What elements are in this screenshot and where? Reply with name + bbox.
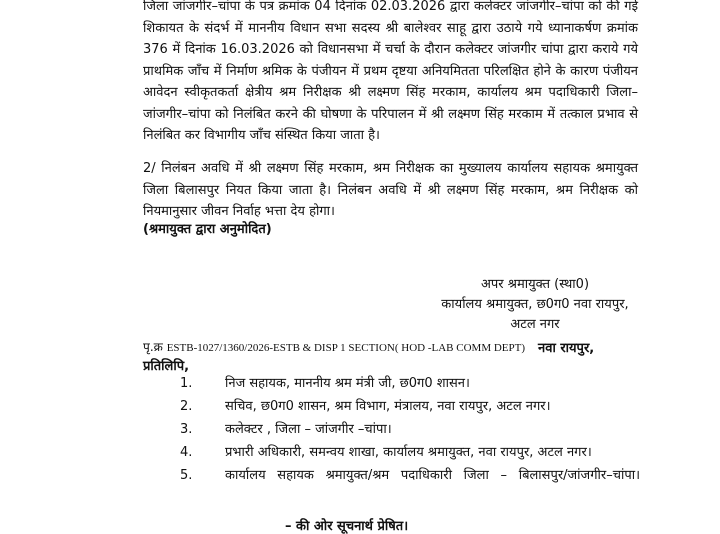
- list-item-number: 3.: [180, 422, 193, 437]
- list-item-text: सचिव, छ0ग0 शासन, श्रम विभाग, मंत्रालय, नवा रायपुर, अटल नगर।: [225, 399, 551, 414]
- list-item: [180, 397, 640, 417]
- reference-number: ESTB-1027/1360/2026-ESTB & DISP 1 SECTION( HOD -LAB COMM DEPT): [166, 342, 526, 354]
- list-item: [180, 443, 640, 463]
- copy-heading: प्रतिलिपि,: [143, 359, 190, 374]
- forwarding-note: – की ओर सूचनार्थ प्रेषित।: [285, 519, 409, 534]
- body-paragraph-1: जिला जांजगीर–चांपा के पत्र क्रमांक 04 दिनांक 02.03.2026 द्वारा कलेक्टर जांजगीर–चांपा को की गई शिकायत के संदर्भ में माननीय विधान सभा सदस्य श्री बालेश्वर साहू द्वारा उठाये गये ध्यानाकर्षण क्रमांक 376 में दिनांक 16.03.2026 को विधानसभा में चर्चा के दौरान कलेक्टर जांजगीर चांपा द्वारा कराये गये प्राथमिक जाँच में निर्माण श्रमिक के पंजीयन में प्रथम दृष्टया अनियमितता परिलक्षित होने के कारण पंजीयन आवेदन स्वीकृतकर्ता क्षेत्रीय श्रम निरीक्षक श्री लक्ष्मण सिंह मरकाम, कार्यालय श्रम पदाधिकारी जिला– जांजगीर–चांपा को निलंबित करने की घोषणा के परिपालन में श्री लक्ष्मण सिंह मरकाम में तत्काल प्रभाव से निलंबित कर विभागीय जाँच संस्थित किया जाता है।: [143, 0, 638, 143]
- copy-list: [180, 374, 640, 489]
- list-item: [180, 466, 640, 486]
- list-item-number: 2.: [180, 399, 193, 414]
- signature-block: [430, 275, 640, 335]
- reference-prefix: पृ.क्र: [143, 340, 163, 354]
- body-paragraph-2: 2/ निलंबन अवधि में श्री लक्ष्मण सिंह मरकाम, श्रम निरीक्षक का मुख्यालय कार्यालय सहायक श्रमायुक्त जिला बिलासपुर नियत किया जाता है। निलंबन अवधि में श्री लक्ष्मण सिंह मरकाम, श्रम निरीक्षक को नियमानुसार जीवन निर्वाह भत्ता देय होगा।: [143, 161, 638, 219]
- list-item: [180, 420, 640, 440]
- list-item-number: 1.: [180, 376, 193, 391]
- signature-city: अटल नगर: [510, 317, 560, 332]
- list-item-number: 5.: [180, 468, 193, 483]
- list-item-number: 4.: [180, 445, 193, 460]
- list-item-text: निज सहायक, माननीय श्रम मंत्री जी, छ0ग0 शासन।: [225, 376, 470, 391]
- signature-office: कार्यालय श्रमायुक्त, छ0ग0 नवा रायपुर,: [441, 297, 629, 312]
- list-item: [180, 374, 640, 394]
- list-item-text: प्रभारी अधिकारी, समन्वय शाखा, कार्यालय श्रमायुक्त, नवा रायपुर, अटल नगर।: [225, 445, 592, 460]
- list-item-text: कार्यालय सहायक श्रमायुक्त/श्रम पदाधिकारी जिला – बिलासपुर/जांजगीर–चांपा।: [225, 468, 640, 483]
- reference-city: नवा रायपुर,: [538, 341, 595, 356]
- approval-note: (श्रमायुक्त द्वारा अनुमोदित): [143, 222, 272, 237]
- reference-line: [143, 338, 643, 355]
- signature-designation: अपर श्रमायुक्त (स्था0): [480, 277, 590, 292]
- list-item-text: कलेक्टर , जिला – जांजगीर –चांपा।: [225, 422, 392, 437]
